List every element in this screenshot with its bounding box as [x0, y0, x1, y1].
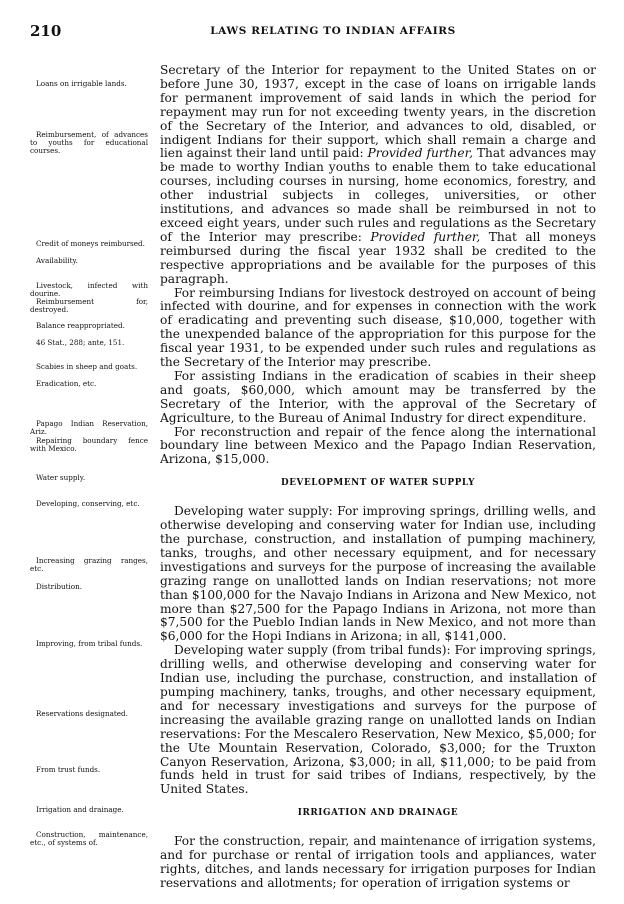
sidenote: Loans on irrigable lands. — [36, 79, 127, 88]
sidenote: Scabies in sheep and goats. — [36, 362, 138, 371]
sidenote: Credit of moneys reimbursed. — [36, 239, 145, 248]
section-heading: DEVELOPMENT OF WATER SUPPLY — [280, 478, 476, 489]
proviso: Provided further, — [370, 229, 481, 244]
sidenote: Irrigation and drainage. — [36, 805, 124, 814]
sidenote: Reimbursement for, destroyed. — [30, 297, 148, 314]
paragraph — [160, 64, 596, 287]
sidenote: Distribution. — [36, 582, 83, 591]
sidenote: Improving, from tribal funds. — [36, 639, 143, 648]
sidenote: Eradication, etc. — [36, 379, 97, 388]
paragraph: For reconstruction and repair of the fence along the international boundary line between Mexico and the Papago Indian Reservation, Arizona, $15,000. — [160, 424, 596, 467]
sidenote: Developing, conserving, etc. — [36, 499, 140, 508]
proviso: Provided further, — [367, 146, 473, 161]
sidenote: Papago Indian Reservation, Ariz. — [30, 419, 148, 436]
sidenote: Livestock, infected with dourine. — [30, 281, 148, 298]
paragraph: For reimbursing Indians for livestock destroyed on account of being infected with dourine, and for expenses in connection with the work of eradicating and preventing such disease, $10,000, together with the unexpended balance of the appropriation for this purpose for the fiscal year 1931, to be expended under such rules and regulations as the Secretary of the Interior may prescribe. — [160, 285, 596, 370]
sidenote: From trust funds. — [36, 765, 101, 774]
page-number: 210 — [30, 22, 62, 40]
main-text — [160, 64, 596, 891]
sidenote: Reimbursement, of advances to youths for educational courses. — [30, 130, 148, 155]
paragraph: Developing water supply: For improving springs, drilling wells, and otherwise developing and conserving water for Indian use, including the purchase, construction, and installation of pumping machinery, tanks, troughs, and other necessary equipment, and for necessary investigations and surveys for the purpose of increasing the available grazing range on unallotted lands on Indian reservations; not more than $100,000 for the Navajo Indians in Arizona and New Mexico, not more than $27,500 for the Papago Indians in Arizona, not more than $7,500 for the Pueblo Indian lands in New Mexico, and not more than $6,000 for the Hopi Indians in Arizona; in all, $141,000. — [160, 504, 596, 644]
sidenote: Repairing boundary fence with Mexico. — [30, 436, 148, 453]
text-run: That all moneys reimbursed during the fiscal year 1932 shall be credited to the respective appropriations and be available for the purposes of this paragraph. — [160, 229, 597, 286]
marginal-notes — [30, 0, 150, 904]
paragraph: Developing water supply (from tribal funds): For improving springs, drilling wells, and otherwise developing and conserving water for Indian use, including the purchase, construction, and installation of pumping machinery, tanks, troughs, and other necessary equipment, and for necessary investigations and surveys for the purpose of increasing the available grazing range on unallotted lands on Indian reservations: For the Mescalero Reservation, New Mexico, $5,000; for the Ute Mountain Reservation, Colorado, $3,000; for the Truxton Canyon Reservation, Arizona, $3,000; in all, $11,000; to be paid from funds held in trust for said tribes of Indians, respectively, by the United States. — [160, 643, 596, 797]
running-head: LAWS RELATING TO INDIAN AFFAIRS — [210, 25, 456, 37]
sidenote: Balance reappropriated. — [36, 321, 125, 330]
sidenote: Increasing grazing ranges, etc. — [30, 556, 148, 573]
section-heading: IRRIGATION AND DRAINAGE — [297, 808, 459, 819]
sidenote: Construction, maintenance, etc., of systems of. — [30, 830, 148, 847]
text-run: Secretary of the Interior for repayment to the United States on or before June 30, 1937, except in the case of loans on irrigable lands for permanent improvement of said lands in which the period for repayment may run for not exceeding twenty years, in the discretion of the Secretary of the Interior, and advances to old, disabled, or indigent Indians for their support, which shall remain a charge and lien against their land until paid: — [160, 63, 596, 161]
text-run: That advances may be made to worthy Indian youths to enable them to take educational courses, including courses in nursing, home economics, forestry, and other industrial subjects in colleges, universities, or other institutions, and advances so made shall be reimbursed in not to exceed eight years, under such rules and regulations as the Secretary of the Interior may prescribe: — [160, 146, 597, 244]
sidenote: Availability. — [36, 256, 78, 265]
sidenote: Reservations designated. — [36, 709, 128, 718]
sidenote: 46 Stat., 288; ante, 151. — [36, 338, 125, 347]
paragraph: For assisting Indians in the eradication of scabies in their sheep and goats, $60,000, which amount may be transferred by the Secretary of the Interior, with the approval of the Secretary of Agriculture, to the Bureau of Animal Industry for direct expenditure. — [160, 368, 596, 425]
sidenote: Water supply. — [36, 473, 86, 482]
paragraph: For the construction, repair, and maintenance of irrigation systems, and for purchase or rental of irrigation tools and appliances, water rights, ditches, and lands necessary for irrigation purposes for Indian reservations and allotments; for operation of irrigation systems or — [160, 834, 596, 890]
